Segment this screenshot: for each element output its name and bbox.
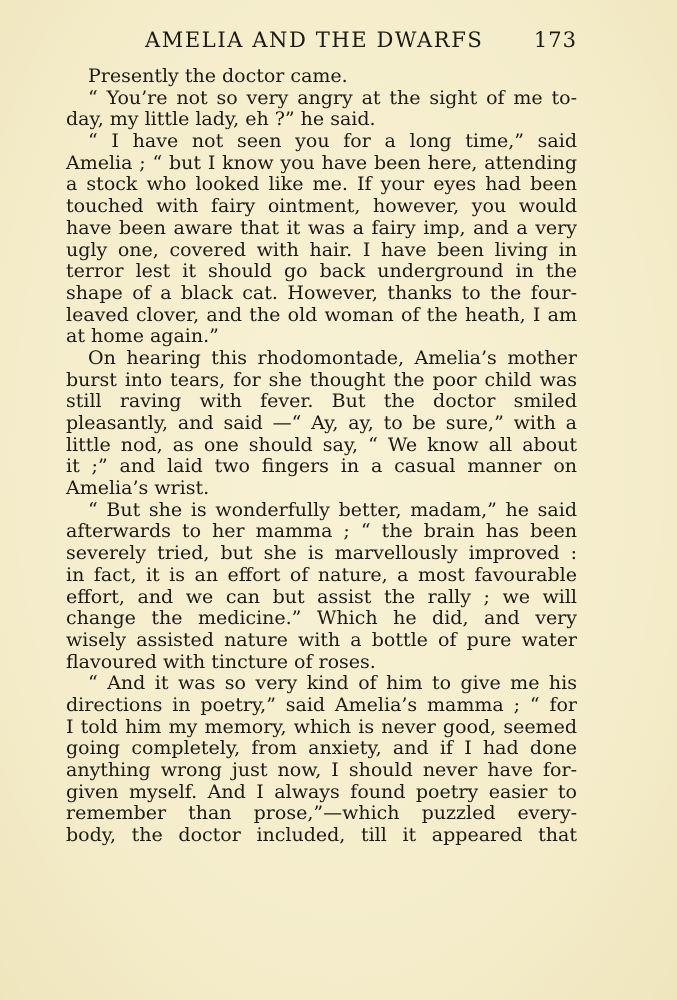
text-line: remember than prose,”—which puzzled every- (66, 802, 577, 825)
text-line: little nod, as one should say, “ We know all about (66, 433, 577, 456)
text-line: change the medicine.” Which he did, and very (66, 607, 577, 630)
text-line: going completely, from anxiety, and if I had done (66, 737, 577, 760)
page-header (90, 26, 577, 60)
text-line: it ;” and laid two fingers in a casual manner on (66, 455, 577, 478)
text-line: “ But she is wonderfully better, madam,” he said (88, 498, 577, 521)
text-line: a stock who looked like me. If your eyes had been (66, 173, 577, 196)
text-line: I told him my memory, which is never good, seemed (66, 715, 577, 738)
text-line: still raving with fever. But the doctor smiled (66, 390, 577, 413)
text-line: body, the doctor included, till it appeared that (66, 824, 577, 847)
text-line: Presently the doctor came. (88, 65, 348, 87)
text-line: effort, and we can but assist the rally ; we will (66, 585, 577, 608)
text-line: at home again.” (66, 325, 219, 348)
running-head: AMELIA AND THE DWARFS (145, 28, 484, 52)
text-line: flavoured with tincture of roses. (66, 650, 376, 673)
text-line: severely tried, but she is marvellously improved : (66, 542, 577, 565)
text-line: “ I have not seen you for a long time,” said (88, 130, 577, 153)
text-line: shape of a black cat. However, thanks to the four- (66, 281, 577, 304)
text-line: leaved clover, and the old woman of the heath, I am (66, 303, 577, 326)
text-line: Amelia’s wrist. (66, 477, 210, 500)
text-line: Amelia ; “ but I know you have been here, attending (66, 151, 577, 174)
text-line: have been aware that it was a fairy imp, and a very (66, 216, 577, 239)
text-line: day, my little lady, eh ?” he said. (66, 108, 376, 131)
text-line: directions in poetry,” said Amelia’s mamma ; “ for (66, 693, 577, 716)
text-line: pleasantly, and said —“ Ay, ay, to be sure,” with a (66, 412, 577, 434)
text-line: wisely assisted nature with a bottle of pure water (66, 628, 577, 651)
text-line: anything wrong just now, I should never have for- (66, 759, 577, 781)
text-line: burst into tears, for she thought the poor child was (66, 368, 577, 391)
text-line: touched with fairy ointment, however, you would (66, 195, 577, 218)
body-text (66, 66, 577, 847)
text-line: terror lest it should go back underground in the (66, 260, 577, 283)
text-line: “ And it was so very kind of him to give me his (88, 672, 577, 695)
text-line: afterwards to her mamma ; “ the brain has been (66, 520, 577, 543)
text-line: ugly one, covered with hair. I have been living in (66, 238, 577, 261)
page-number: 173 (533, 28, 577, 52)
text-line: “ You’re not so very angry at the sight of me to- (88, 86, 577, 109)
text-line: On hearing this rhodomontade, Amelia’s mother (88, 346, 577, 369)
text-line: in fact, it is an effort of nature, a most favourable (66, 563, 577, 586)
text-line: given myself. And I always found poetry easier to (66, 780, 577, 803)
